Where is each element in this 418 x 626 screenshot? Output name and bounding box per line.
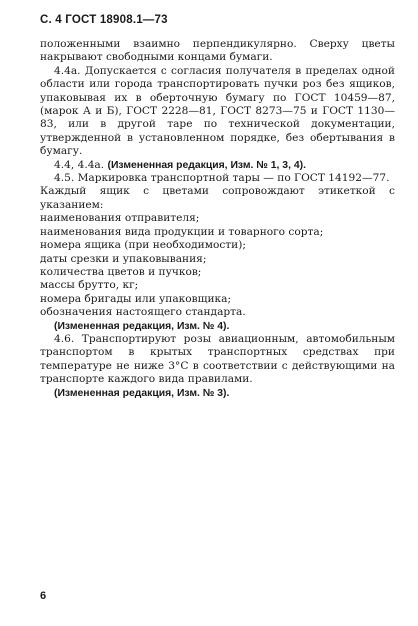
edit-note-4-5: (Измененная редакция, Изм. № 4).	[54, 320, 230, 332]
edit-note-4-4	[40, 159, 395, 172]
list-item: обозначения настоящего стандарта.	[40, 306, 246, 319]
edit-note-text: (Измененная редакция, Изм. № 1, 3, 4).	[107, 159, 306, 171]
paragraph-4-5: 4.5. Маркировка транспортной тары — по ГОСТ 14192—77.	[54, 172, 390, 185]
paragraph-4-5-continuation: Каждый ящик с цветами сопровождают этикеткой с указанием:	[40, 185, 395, 211]
edit-note-ref: 4.4, 4.4а.	[54, 158, 105, 171]
list-item: наименования отправителя;	[40, 212, 200, 225]
paragraph-4-4a: 4.4а. Допускается с согласия получателя в пределах одной области или города транспортировать пучки роз без ящиков, упаковывая их в оберточную бумагу по ГОСТ 10459—87, (марок А и Б), ГОСТ 2228—81, ГОСТ 8273—75 и ГОСТ 1130—83, или в другой таре по технической документации, утвержденной в установленном порядке, без обертывания в бумагу.	[40, 64, 395, 158]
running-header: С. 4 ГОСТ 18908.1—73	[40, 14, 168, 26]
list-item: количества цветов и пучков;	[40, 265, 202, 278]
page-number: 6	[40, 590, 47, 602]
list-item: даты срезки и упаковывания;	[40, 252, 207, 265]
paragraph-continuation: положенными взаимно перпендикулярно. Сверху цветы накрывают свободными концами бумаги.	[40, 38, 395, 64]
body-text	[40, 38, 395, 400]
edit-note-4-6: (Измененная редакция, Изм. № 3).	[54, 387, 230, 399]
list-item: номера бригады или упаковщика;	[40, 292, 232, 305]
list-item: массы брутто, кг;	[40, 279, 139, 292]
paragraph-4-6: 4.6. Транспортируют розы авиационным, автомобильным транспортом в крытых транспортных средствах при температуре не ниже 3°С в соответствии с действующими на транспорте каждого вида правилами.	[40, 332, 395, 386]
list-item: наименования вида продукции и товарного сорта;	[40, 225, 324, 238]
list-item: номера ящика (при необходимости);	[40, 239, 246, 252]
label-list	[40, 212, 395, 319]
